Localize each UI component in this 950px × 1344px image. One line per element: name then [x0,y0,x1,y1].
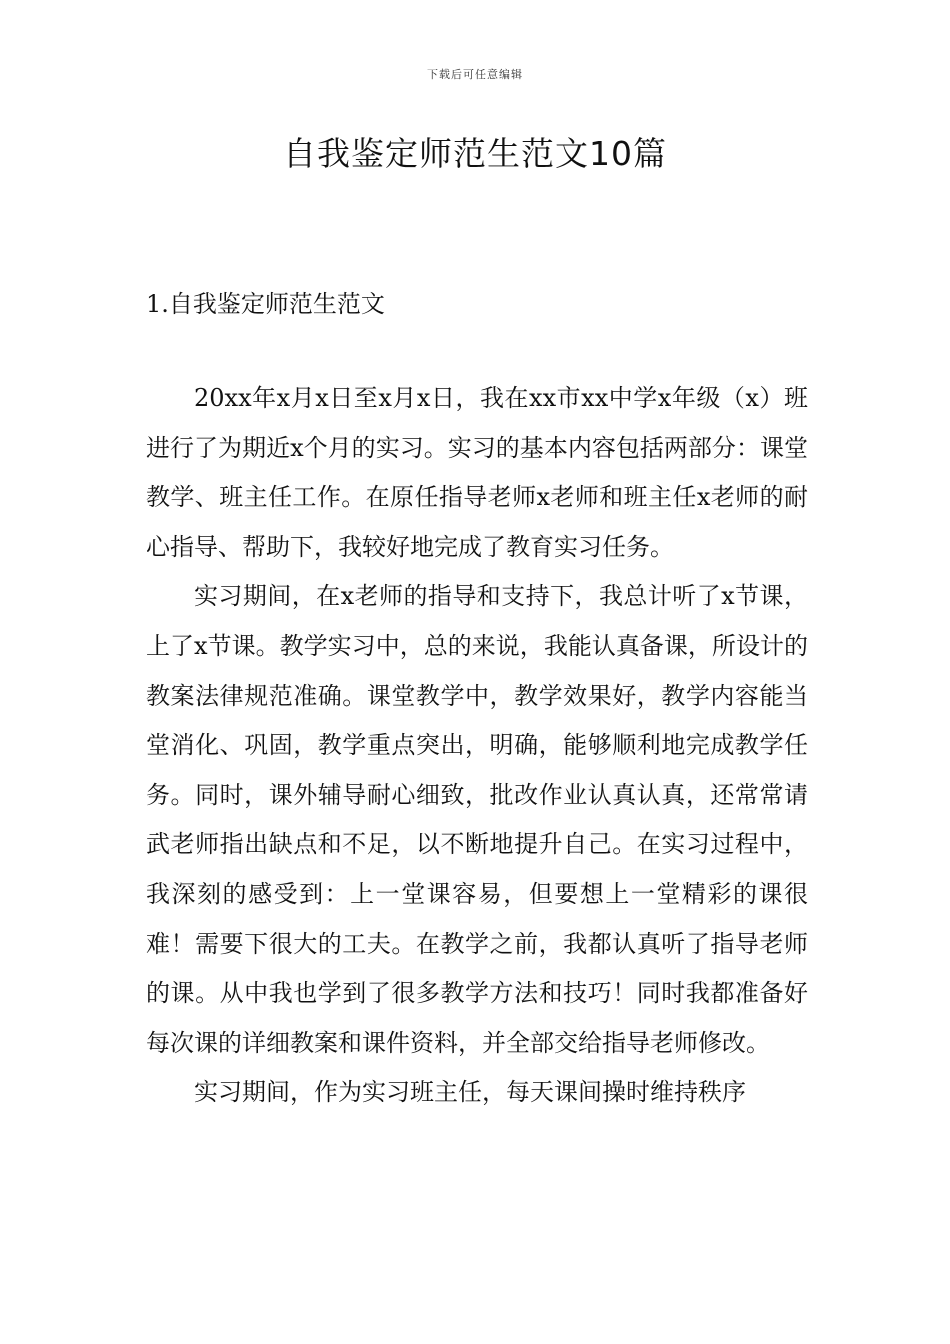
paragraph: 实习期间，作为实习班主任，每天课间操时维持秩序 [194,1078,746,1107]
page-header-note: 下载后可任意编辑 [427,68,523,81]
paragraph: 20xx年x月x日至x月x日，我在xx市xx中学x年级（x）班进行了为期近x个月的实习。实习的基本内容包括两部分：课堂教学、班主任工作。在原任指导老师x老师和班主任x老师的耐心指导、帮助下，我较好地完成了教育实习任务。 [146,384,808,561]
section-heading: 1.自我鉴定师范生范文 [146,290,385,318]
document-body [146,374,808,1118]
document-title: 自我鉴定师范生范文10篇 [283,134,667,173]
paragraph: 实习期间，在x老师的指导和支持下，我总计听了x节课，上了x节课。教学实习中，总的来说，我能认真备课，所设计的教案法律规范准确。课堂教学中，教学效果好，教学内容能当堂消化、巩固，教学重点突出，明确，能够顺利地完成教学任务。同时，课外辅导耐心细致，批改作业认真认真，还常常请武老师指出缺点和不足，以不断地提升自己。在实习过程中，我深刻的感受到：上一堂课容易，但要想上一堂精彩的课很难！需要下很大的工夫。在教学之前，我都认真听了指导老师的课。从中我也学到了很多教学方法和技巧！同时我都准备好每次课的详细教案和课件资料，并全部交给指导老师修改。 [146,582,808,1057]
